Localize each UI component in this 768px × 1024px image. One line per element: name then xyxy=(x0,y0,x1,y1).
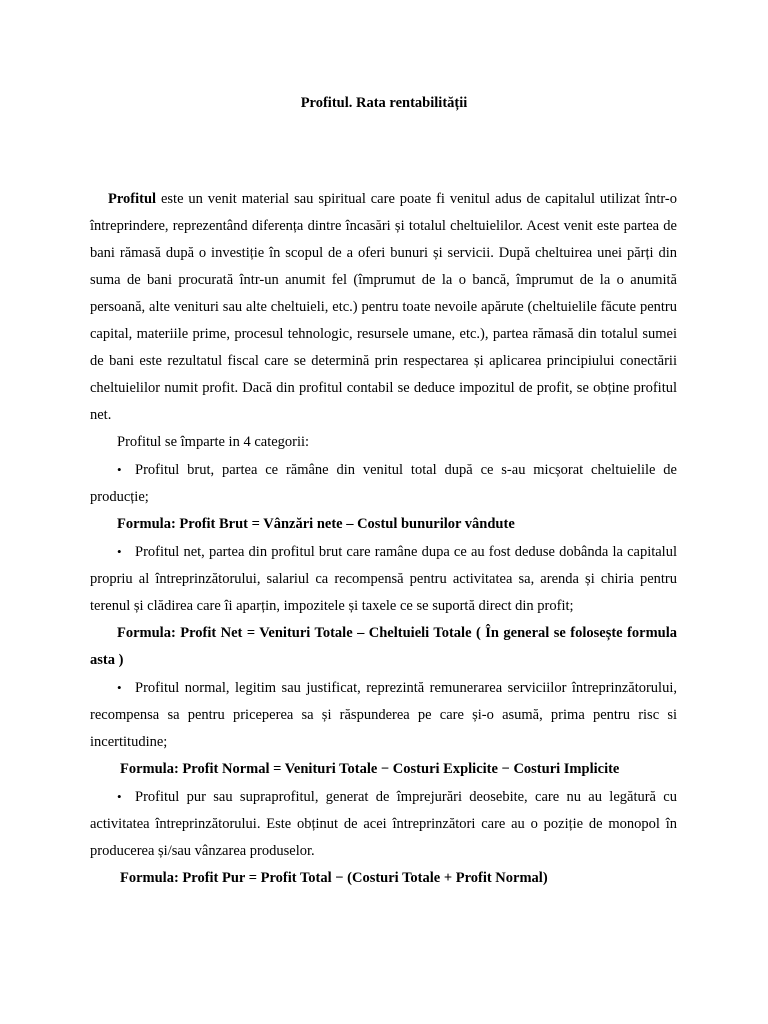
list-item-profit-normal xyxy=(90,674,677,756)
document-body xyxy=(90,186,677,892)
intro-paragraph xyxy=(90,186,677,429)
formula-profit-normal: Formula: Profit Normal = Venituri Totale − Costuri Explicite − Costuri Implicite xyxy=(120,761,620,777)
formula-profit-pur: Formula: Profit Pur = Profit Total − (Costuri Totale + Profit Normal) xyxy=(120,870,548,886)
list-item-profit-brut xyxy=(90,456,677,511)
bullet-icon: • xyxy=(117,462,122,477)
list-item-text: Profitul normal, legitim sau justificat, reprezintă remunerarea serviciilor întreprinzătorului, recompensa sa pentru priceperea sa și răspunderea pe care și-o asumă, prima pentru risc si incertitudine; xyxy=(90,680,677,750)
bullet-icon: • xyxy=(117,544,122,559)
bullet-icon: • xyxy=(117,680,122,695)
document-title: Profitul. Rata rentabilității xyxy=(300,95,468,111)
intro-text: este un venit material sau spiritual care poate fi venitul adus de capitalul utilizat într-o întreprindere, reprezentând diferența dintre încasări și totalul cheltuielilor. Acest venit este partea de bani rămasă după o investiție în scopul de a oferi bunuri și servicii. După cheltuirea unei părți din suma de bani procurată într-un anumit fel (împrumut de la o bancă, împrumut de la o anumită persoană, alte venituri sau alte cheltuieli, etc.) pentru toate nevoile apărute (cheltuielile făcute pentru capital, materiile prime, procesul tehnologic, resursele umane, etc.), partea rămasă din totalul sumei de bani este rezultatul fiscal care se determină prin respectarea și aplicarea principiului conectării cheltuielilor numit profit. Dacă din profitul contabil se deduce impozitul de profit, se obține profitul net. xyxy=(90,191,677,423)
list-item-profit-net xyxy=(90,538,677,620)
list-item-text: Profitul net, partea din profitul brut care ramâne dupa ce au fost deduse dobânda la capitalul propriu al întreprinzătorului, salariul ca recompensă pentru activitatea sa, arenda și chiria pentru terenul și clădirea care îi aparțin, impozitele și taxele ce se suportă direct din profit; xyxy=(90,544,677,614)
list-item-text: Profitul brut, partea ce rămâne din venitul total după ce s-au micșorat cheltuielile de producție; xyxy=(90,462,677,505)
intro-lead: Profitul xyxy=(108,191,157,207)
list-item-profit-pur xyxy=(90,783,677,865)
bullet-icon: • xyxy=(117,789,122,804)
list-item-text: Profitul pur sau supraprofitul, generat de împrejurări deosebite, care nu au legătură cu activitatea întreprinzătorului. Este obținut de acei întreprinzători care au o poziție de monopol în producerea și/sau vânzarea produselor. xyxy=(90,789,677,859)
categories-intro: Profitul se împarte in 4 categorii: xyxy=(117,434,310,450)
formula-profit-brut: Formula: Profit Brut = Vânzări nete – Costul bunurilor vândute xyxy=(117,516,515,532)
formula-profit-net: Formula: Profit Net = Venituri Totale – Cheltuieli Totale ( În general se folosește formula asta ) xyxy=(90,625,677,668)
